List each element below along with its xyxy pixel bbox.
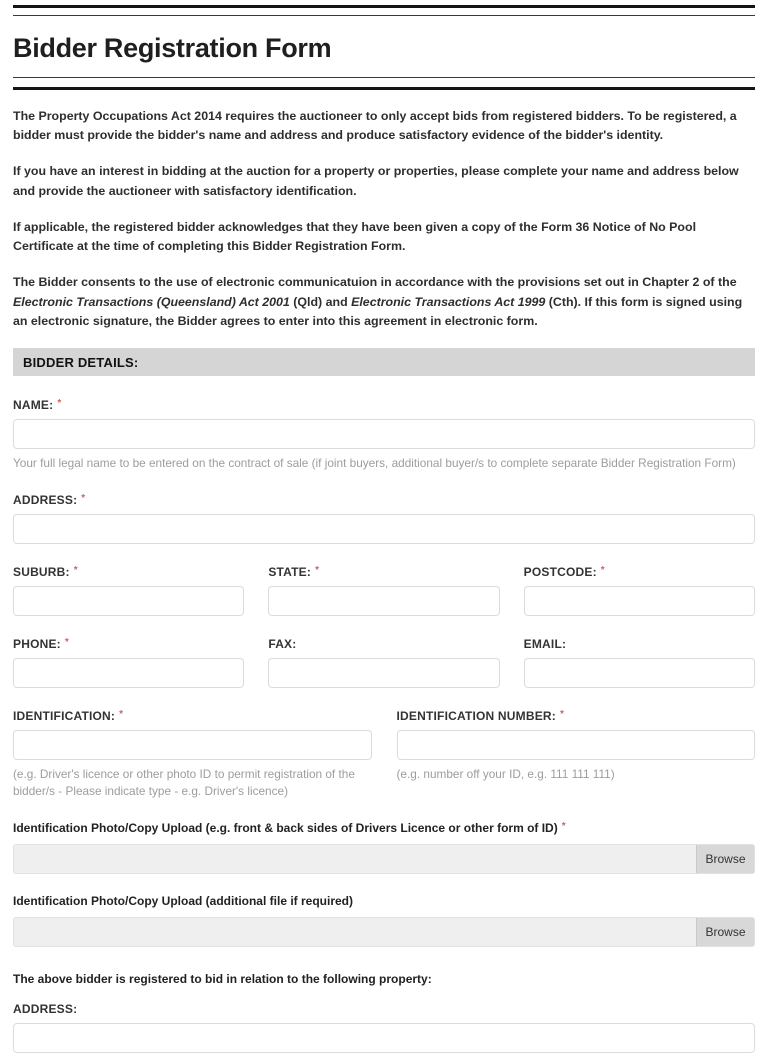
intro-text [13,107,755,331]
horizontal-rule-thin [13,15,755,16]
suburb-field-group [13,565,244,616]
id-photo-upload-primary-label-text: Identification Photo/Copy Upload (e.g. front & back sides of Drivers Licence or other form of ID) [13,821,558,836]
required-asterisk: * [315,565,320,577]
name-label-text: NAME: [13,397,54,412]
required-asterisk: * [64,637,69,649]
name-label [13,398,755,412]
intro-paragraph-3: If applicable, the registered bidder acknowledges that they have been given a copy of the Form 36 Notice of No Pool Certificate at the time of completing this Bidder Registration Form. [13,219,697,254]
property-address-label-text: ADDRESS: [13,1002,78,1017]
id-photo-upload-primary-group [13,821,755,874]
id-photo-upload-primary-field[interactable] [13,844,755,874]
identification-number-help-text: (e.g. number off your ID, e.g. 111 111 111) [396,767,615,782]
email-input[interactable] [524,658,755,688]
state-input[interactable] [268,586,499,616]
id-photo-upload-additional-label [13,894,755,908]
bidder-details-form [13,398,755,1053]
state-label [268,565,499,579]
required-asterisk: * [560,709,565,721]
id-photo-upload-primary-filename[interactable] [14,845,696,873]
identification-help-text: (e.g. Driver's licence or other photo ID to permit registration of the bidder/s - Please indicate type - e.g. Driver's licence) [13,767,355,799]
fax-label-text: FAX: [268,637,297,652]
id-photo-upload-primary-label [13,821,755,835]
id-photo-upload-additional-field[interactable] [13,917,755,947]
required-asterisk: * [57,397,62,409]
phone-input[interactable] [13,658,244,688]
required-asterisk: * [119,709,124,721]
suburb-label [13,565,244,579]
required-asterisk: * [600,565,605,577]
postcode-field-group [524,565,755,616]
property-registration-note: The above bidder is registered to bid in relation to the following property: [13,972,432,987]
fax-label [268,637,499,651]
required-asterisk: * [561,821,566,833]
intro-p4-text: (Cth). If this form is signed using an electronic signature, the Bidder agrees to enter into this agreement in electronic form. [13,294,743,328]
intro-p4-act-title: Electronic Transactions (Queensland) Act 2001 [13,294,290,309]
fax-field-group [268,637,499,688]
property-address-field-group [13,1002,755,1053]
identification-number-field-group [397,709,756,800]
address-field-group [13,493,755,544]
phone-label-text: PHONE: [13,637,61,652]
phone-field-group [13,637,244,688]
intro-p4-text: (Qld) and [289,294,352,309]
property-address-input[interactable] [13,1023,755,1053]
id-photo-upload-additional-filename[interactable] [14,918,696,946]
suburb-state-postcode-row [13,565,755,616]
section-header-bidder-details: BIDDER DETAILS: [13,348,755,376]
identification-label-text: IDENTIFICATION: [13,709,116,724]
browse-button-additional[interactable]: Browse [696,918,754,946]
identification-label [13,709,372,723]
identification-number-input[interactable] [397,730,756,760]
state-field-group [268,565,499,616]
page-title: Bidder Registration Form [13,33,332,63]
id-photo-upload-additional-label-text: Identification Photo/Copy Upload (additional file if required) [13,894,353,909]
identification-input[interactable] [13,730,372,760]
email-label-text: EMAIL: [523,637,567,652]
name-field-group [13,398,755,472]
horizontal-rule-thin [13,77,755,78]
page [0,5,768,1017]
browse-button-primary[interactable]: Browse [696,845,754,873]
required-asterisk: * [81,493,86,505]
email-label [524,637,755,651]
intro-p4-act-title: Electronic Transactions Act 1999 [351,294,546,309]
postcode-label-text: POSTCODE: [523,565,597,580]
page-header [13,5,755,90]
identification-number-label [397,709,756,723]
intro-paragraph-2: If you have an interest in bidding at the auction for a property or properties, please complete your name and address below and provide the auctioneer with satisfactory identification. [13,164,739,198]
suburb-input[interactable] [13,586,244,616]
phone-label [13,637,244,651]
email-field-group [524,637,755,688]
name-help-text: Your full legal name to be entered on the contract of sale (if joint buyers, additional buyer/s to complete separate Bidder Registration Form) [13,455,736,470]
identification-row [13,709,755,800]
intro-paragraph-1: The Property Occupations Act 2014 requires the auctioneer to only accept bids from registered bidders. To be registered, a bidder must provide the bidder's name and address and produce satisfactory evidence of the bidder's identity. [13,109,737,143]
required-asterisk: * [73,565,78,577]
postcode-input[interactable] [524,586,755,616]
horizontal-rule-thick [13,87,755,90]
phone-fax-email-row [13,637,755,688]
property-address-label [13,1002,755,1016]
name-input[interactable] [13,419,755,449]
fax-input[interactable] [268,658,499,688]
identification-number-label-text: IDENTIFICATION NUMBER: [396,709,556,724]
address-label-text: ADDRESS: [13,493,78,508]
address-input[interactable] [13,514,755,544]
horizontal-rule-thick [13,5,755,8]
intro-paragraph-4 [13,273,755,331]
identification-field-group [13,709,372,800]
address-label [13,493,755,507]
state-label-text: STATE: [268,565,312,580]
id-photo-upload-additional-group [13,894,755,947]
postcode-label [524,565,755,579]
suburb-label-text: SUBURB: [13,565,70,580]
intro-p4-text: The Bidder consents to the use of electronic communicatuion in accordance with the provisions set out in Chapter 2 of the [13,275,737,290]
